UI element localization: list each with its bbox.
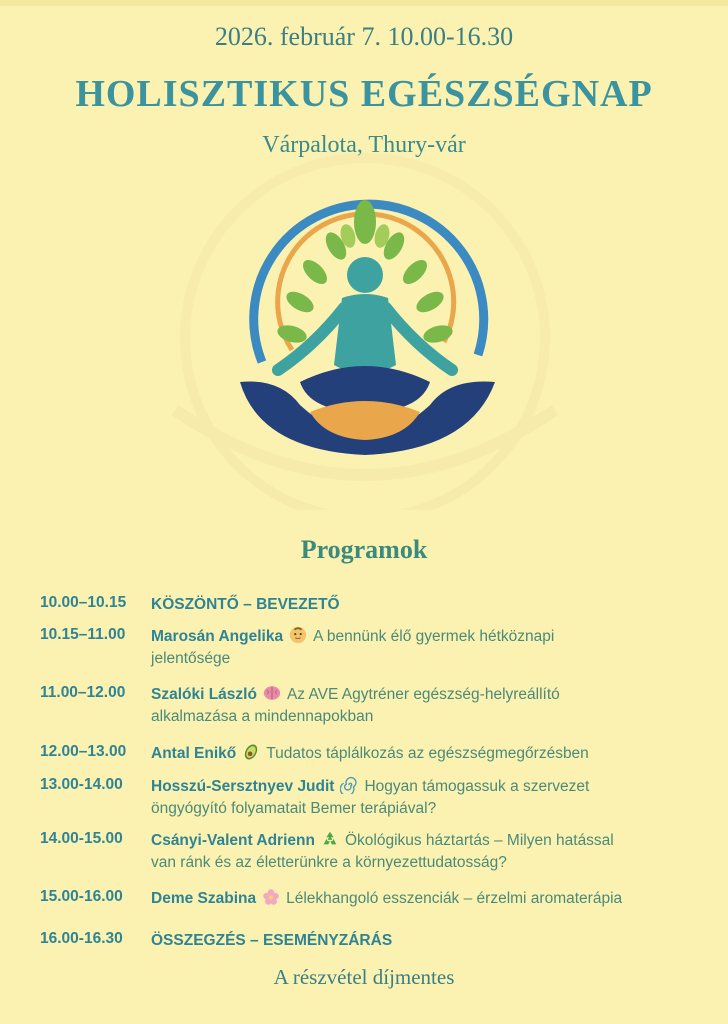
speaker-name: Hosszú-Sersztnyev Judit [151, 778, 335, 795]
free-admission-note: A részvétel díjmentes [273, 965, 455, 989]
schedule-time: 10.15–11.00 [40, 626, 126, 643]
programs-heading: Programok [300, 535, 428, 564]
event-date-time: 2026. február 7. 10.00-16.30 [214, 22, 514, 51]
brain-icon [263, 684, 281, 702]
talk-description-cont: van ránk és az életterünkre a környezettudatosság? [151, 854, 507, 871]
talk-description: Hogyan támogassuk a szervezet [364, 778, 590, 795]
talk-description-cont: alkalmazása a mindennapokban [151, 708, 374, 725]
talk-description-cont: öngyógyító folyamatait Bemer terápiával? [151, 800, 437, 817]
schedule-time: 15.00-16.00 [40, 888, 123, 905]
flower-icon [262, 888, 280, 906]
child-face-icon [289, 626, 307, 644]
schedule-title: KÖSZÖNTŐ – BEVEZETŐ [151, 596, 340, 613]
talk-description: Ökológikus háztartás – Milyen hatással [344, 832, 614, 849]
schedule-time: 11.00–12.00 [40, 684, 126, 701]
schedule-time: 13.00-14.00 [40, 776, 123, 793]
talk-description-cont: jelentősége [151, 650, 231, 667]
schedule-time: 16.00-16.30 [40, 930, 123, 947]
talk-description: Az AVE Agytréner egészség-helyreállító [286, 686, 560, 703]
top-edge [0, 0, 728, 6]
talk-description: Lélekhangoló esszenciák – érzelmi aromaterápia [286, 890, 623, 907]
recycle-icon [321, 830, 339, 848]
talk-description: A bennünk élő gyermek hétköznapi [313, 628, 555, 645]
spiral-icon [340, 776, 358, 794]
schedule-title: ÖSSZEGZÉS – ESEMÉNYZÁRÁS [151, 932, 393, 949]
schedule-time: 10.00–10.15 [40, 594, 127, 611]
speaker-name: Csányi-Valent Adrienn [151, 832, 315, 849]
event-title: HOLISZTIKUS EGÉSZSÉGNAP [75, 73, 653, 115]
avocado-icon [242, 743, 260, 761]
speaker-name: Marosán Angelika [151, 628, 284, 645]
speaker-name: Antal Enikő [151, 745, 237, 762]
schedule-time: 12.00–13.00 [40, 743, 127, 760]
schedule-time: 14.00-15.00 [40, 830, 123, 847]
meditating-figure-icon [150, 150, 580, 510]
speaker-name: Szalóki László [151, 686, 257, 703]
event-location: Várpalota, Thury-vár [262, 132, 466, 158]
talk-description: Tudatos táplálkozás az egészségmegőrzésben [266, 745, 589, 762]
speaker-name: Deme Szabina [151, 890, 257, 907]
